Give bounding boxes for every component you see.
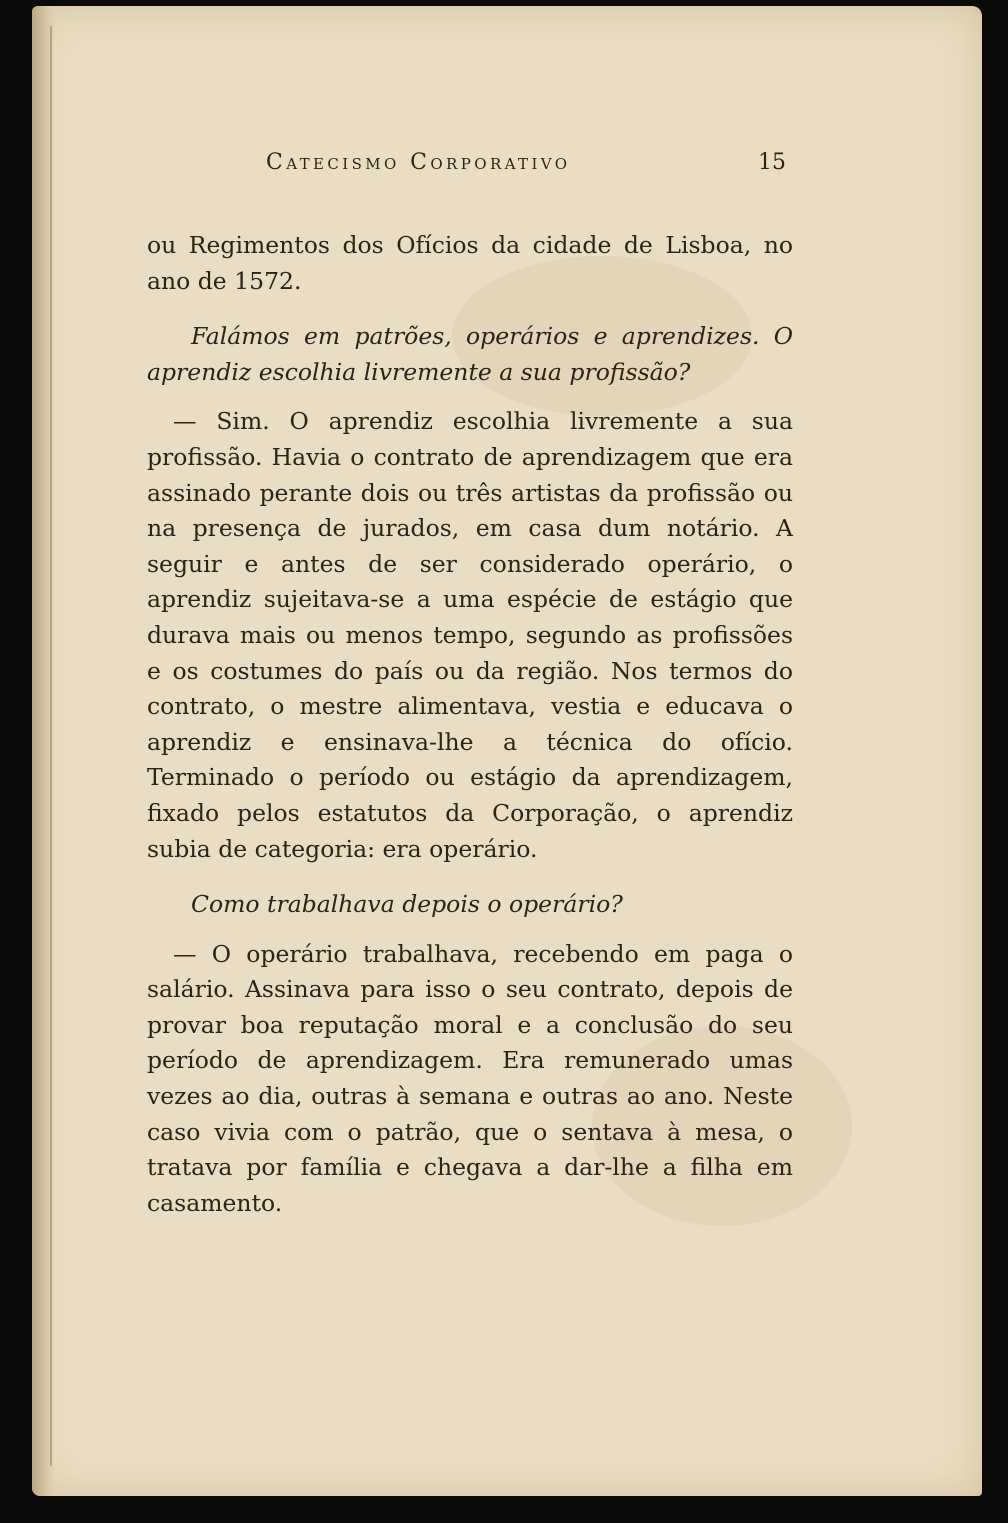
answer-paragraph: — O operário trabalhava, recebendo em paga o salário. Assinava para isso o seu contrato, depois de provar boa reputação moral e a conclusão do seu período de aprendizagem. Era remunerado umas vezes ao dia, outras à semana e outras ao ano. Neste caso vivia com o patrão, que o sentava à mesa, o tratava por família e chegava a dar-lhe a filha em casamento. bbox=[147, 939, 793, 1217]
page-header bbox=[32, 150, 982, 190]
page-body bbox=[147, 228, 793, 1241]
question-paragraph: Como trabalhava depois o operário? bbox=[191, 890, 623, 919]
question-paragraph: Falámos em patrões, operários e aprendizes. O aprendiz escolhia livremente a sua profissão? bbox=[147, 322, 793, 386]
continuation-paragraph: ou Regimentos dos Ofícios da cidade de Lisboa, no ano de 1572. bbox=[147, 231, 793, 295]
page-number: 15 bbox=[758, 150, 786, 175]
binding-fold bbox=[50, 26, 52, 1466]
answer-paragraph: — Sim. O aprendiz escolhia livremente a sua profissão. Havia o contrato de aprendizagem que era assinado perante dois ou três artistas da profissão ou na presença de jurados, em casa dum notário. A seguir e antes de ser considerado operário, o aprendiz sujeitava-se a uma espécie de estágio que durava mais ou menos tempo, segundo as profissões e os costumes do país ou da região. Nos termos do contrato, o mestre alimentava, vestia e educava o aprendiz e ensinava-lhe a técnica do ofício. Terminado o período ou estágio da aprendizagem, fixado pelos estatutos da Corporação, o aprendiz subia de categoria: era operário. bbox=[147, 407, 793, 863]
book-page bbox=[32, 6, 982, 1496]
running-title: Catecismo Corporativo bbox=[266, 150, 571, 175]
